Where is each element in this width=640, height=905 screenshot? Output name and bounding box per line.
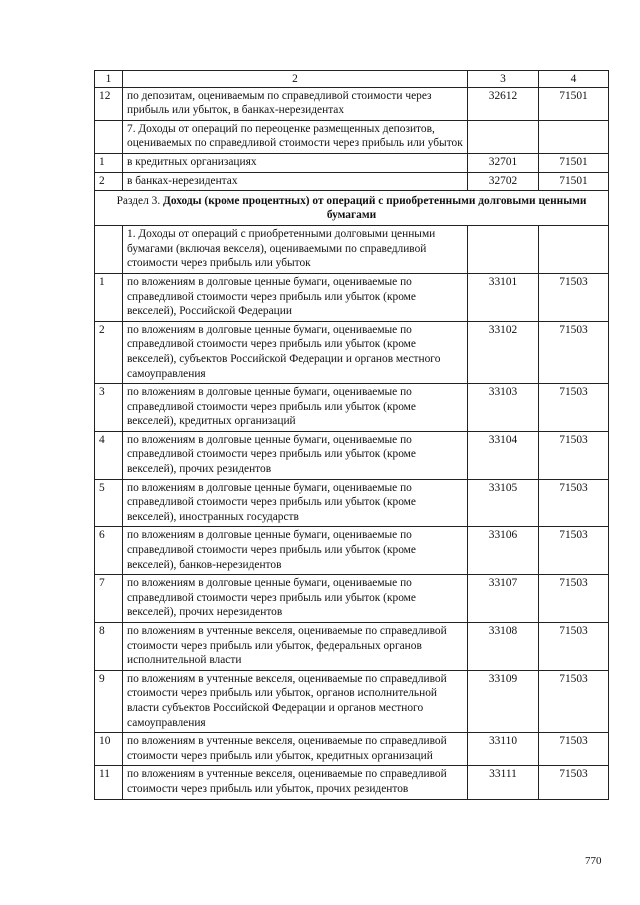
section-prefix: Раздел 3. bbox=[116, 195, 164, 208]
table-row bbox=[95, 321, 609, 383]
row-number-cell: 9 bbox=[95, 670, 123, 732]
row-description-cell: по вложениям в долговые ценные бумаги, оцениваемые по справедливой стоимости через прибыль или убыток (кроме векселей), Российской Федерации bbox=[123, 273, 468, 321]
row-description-cell: по вложениям в учтенные векселя, оцениваемые по справедливой стоимости через прибыль или убыток, органов исполнительной власти субъектов Российской Федерации и органов местного самоуправления bbox=[123, 670, 468, 732]
row-number-cell: 5 bbox=[95, 479, 123, 527]
account-code-cell: 33101 bbox=[468, 273, 539, 321]
accounts-table bbox=[94, 70, 609, 800]
row-number-cell: 2 bbox=[95, 321, 123, 383]
header-row bbox=[95, 71, 609, 88]
symbol-code-cell: 71501 bbox=[539, 153, 609, 172]
row-description-cell: по депозитам, оцениваемым по справедливой стоимости через прибыль или убыток, в банках-нерезидентах bbox=[123, 87, 468, 120]
account-code-cell: 33104 bbox=[468, 431, 539, 479]
row-number-cell: 10 bbox=[95, 733, 123, 766]
account-code-cell: 33103 bbox=[468, 384, 539, 432]
symbol-code-cell: 71501 bbox=[539, 172, 609, 191]
account-code-cell: 33108 bbox=[468, 623, 539, 671]
account-code-cell: 33110 bbox=[468, 733, 539, 766]
table-row bbox=[95, 479, 609, 527]
row-number-cell: 4 bbox=[95, 431, 123, 479]
table-row bbox=[95, 431, 609, 479]
header-cell: 2 bbox=[123, 71, 468, 88]
table-row bbox=[95, 172, 609, 191]
table-row bbox=[95, 87, 609, 120]
row-description-cell: по вложениям в учтенные векселя, оцениваемые по справедливой стоимости через прибыль или убыток, прочих резидентов bbox=[123, 766, 468, 799]
row-number-cell: 7 bbox=[95, 575, 123, 623]
row-description-cell: в банках-нерезидентах bbox=[123, 172, 468, 191]
table-row bbox=[95, 384, 609, 432]
symbol-code-cell: 71503 bbox=[539, 670, 609, 732]
symbol-code-cell bbox=[539, 226, 609, 274]
account-code-cell: 33111 bbox=[468, 766, 539, 799]
row-description-cell: по вложениям в учтенные векселя, оцениваемые по справедливой стоимости через прибыль или убыток, кредитных организаций bbox=[123, 733, 468, 766]
row-number-cell bbox=[95, 226, 123, 274]
symbol-code-cell: 71503 bbox=[539, 527, 609, 575]
row-description-cell: по вложениям в долговые ценные бумаги, оцениваемые по справедливой стоимости через прибыль или убыток (кроме векселей), прочих резидентов bbox=[123, 431, 468, 479]
section-body bbox=[95, 191, 609, 226]
row-description-cell: 7. Доходы от операций по переоценке размещенных депозитов, оцениваемых по справедливой стоимости через прибыль или убыток bbox=[123, 120, 468, 153]
account-code-cell: 33107 bbox=[468, 575, 539, 623]
row-number-cell: 1 bbox=[95, 153, 123, 172]
account-code-cell: 33106 bbox=[468, 527, 539, 575]
row-number-cell bbox=[95, 120, 123, 153]
row-number-cell: 8 bbox=[95, 623, 123, 671]
table-row bbox=[95, 226, 609, 274]
row-description-cell: по вложениям в долговые ценные бумаги, оцениваемые по справедливой стоимости через прибыль или убыток (кроме векселей), иностранных государств bbox=[123, 479, 468, 527]
table-body-top bbox=[95, 71, 609, 191]
row-description-cell: по вложениям в долговые ценные бумаги, оцениваемые по справедливой стоимости через прибыль или убыток (кроме векселей), банков-нерезидентов bbox=[123, 527, 468, 575]
account-code-cell bbox=[468, 120, 539, 153]
row-number-cell: 2 bbox=[95, 172, 123, 191]
symbol-code-cell: 71503 bbox=[539, 384, 609, 432]
account-code-cell bbox=[468, 226, 539, 274]
account-code-cell: 32701 bbox=[468, 153, 539, 172]
symbol-code-cell: 71503 bbox=[539, 431, 609, 479]
header-cell: 4 bbox=[539, 71, 609, 88]
account-code-cell: 32612 bbox=[468, 87, 539, 120]
row-description-cell: по вложениям в долговые ценные бумаги, оцениваемые по справедливой стоимости через прибыль или убыток (кроме векселей), прочих нерезидентов bbox=[123, 575, 468, 623]
account-code-cell: 33105 bbox=[468, 479, 539, 527]
table-row bbox=[95, 273, 609, 321]
symbol-code-cell: 71501 bbox=[539, 87, 609, 120]
row-number-cell: 3 bbox=[95, 384, 123, 432]
row-number-cell: 6 bbox=[95, 527, 123, 575]
header-cell: 1 bbox=[95, 71, 123, 88]
row-number-cell: 12 bbox=[95, 87, 123, 120]
row-description-cell: 1. Доходы от операций с приобретенными долговыми ценными бумагами (включая векселя), оцениваемыми по справедливой стоимости через прибыль или убыток bbox=[123, 226, 468, 274]
symbol-code-cell: 71503 bbox=[539, 623, 609, 671]
symbol-code-cell: 71503 bbox=[539, 321, 609, 383]
table-body-bottom bbox=[95, 226, 609, 799]
table-row bbox=[95, 733, 609, 766]
row-description-cell: в кредитных организациях bbox=[123, 153, 468, 172]
table-row bbox=[95, 153, 609, 172]
row-number-cell: 11 bbox=[95, 766, 123, 799]
table-row bbox=[95, 575, 609, 623]
table-row bbox=[95, 527, 609, 575]
symbol-code-cell bbox=[539, 120, 609, 153]
table-row bbox=[95, 120, 609, 153]
symbol-code-cell: 71503 bbox=[539, 733, 609, 766]
section-title: Доходы (кроме процентных) от операций с приобретенными долговыми ценными бумагами bbox=[163, 195, 587, 222]
account-code-cell: 33102 bbox=[468, 321, 539, 383]
header-cell: 3 bbox=[468, 71, 539, 88]
table-row bbox=[95, 766, 609, 799]
table-row bbox=[95, 623, 609, 671]
table-row bbox=[95, 670, 609, 732]
page-number: 770 bbox=[585, 855, 602, 867]
account-code-cell: 33109 bbox=[468, 670, 539, 732]
symbol-code-cell: 71503 bbox=[539, 766, 609, 799]
section-heading bbox=[95, 191, 609, 226]
row-description-cell: по вложениям в долговые ценные бумаги, оцениваемые по справедливой стоимости через прибыль или убыток (кроме векселей), субъектов Российской Федерации и органов местного самоуправления bbox=[123, 321, 468, 383]
row-description-cell: по вложениям в учтенные векселя, оцениваемые по справедливой стоимости через прибыль или убыток, федеральных органов исполнительной власти bbox=[123, 623, 468, 671]
row-number-cell: 1 bbox=[95, 273, 123, 321]
symbol-code-cell: 71503 bbox=[539, 273, 609, 321]
section-row bbox=[95, 191, 609, 226]
row-description-cell: по вложениям в долговые ценные бумаги, оцениваемые по справедливой стоимости через прибыль или убыток (кроме векселей), кредитных организаций bbox=[123, 384, 468, 432]
symbol-code-cell: 71503 bbox=[539, 575, 609, 623]
account-code-cell: 32702 bbox=[468, 172, 539, 191]
symbol-code-cell: 71503 bbox=[539, 479, 609, 527]
